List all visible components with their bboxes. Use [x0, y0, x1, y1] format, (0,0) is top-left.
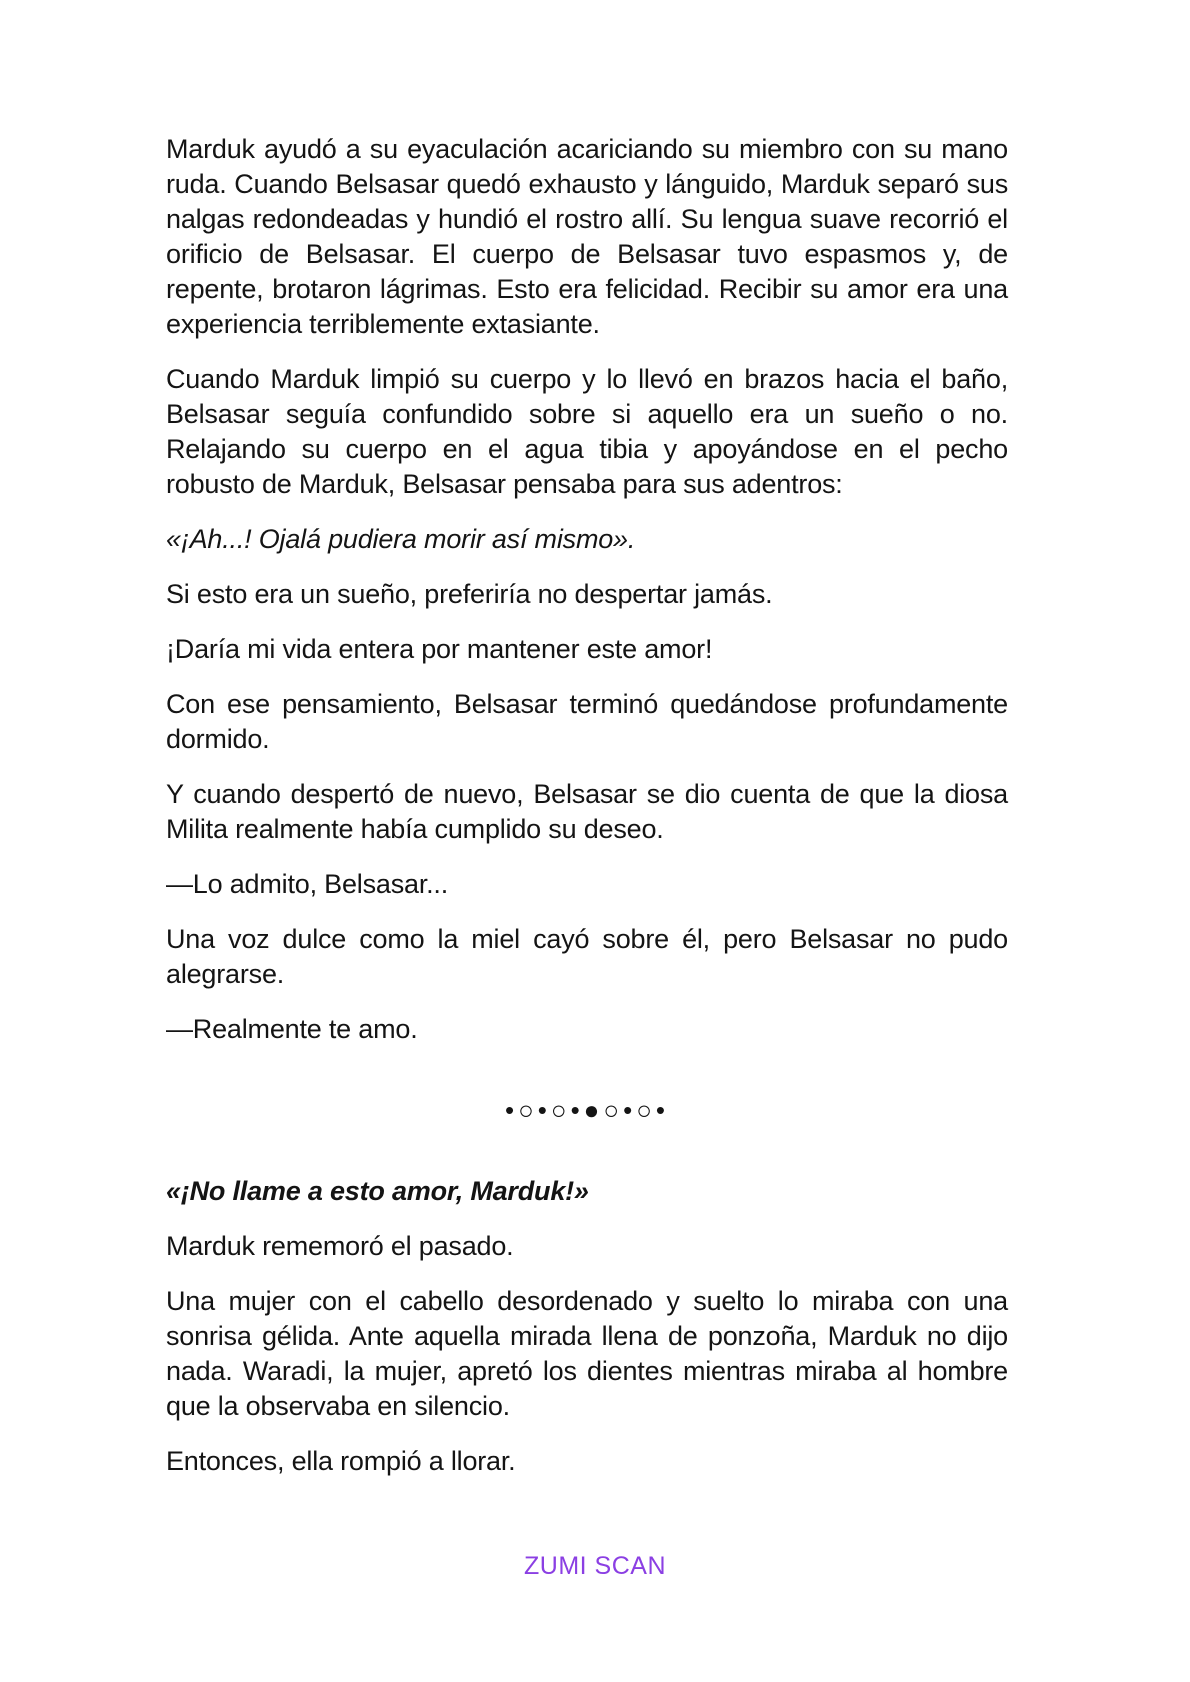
section-quote-heading: «¡No llame a esto amor, Marduk!»	[166, 1176, 589, 1206]
paragraph: —Realmente te amo.	[166, 1014, 418, 1044]
paragraph: Cuando Marduk limpió su cuerpo y lo llevó en brazos hacia el baño, Belsasar seguía confundido sobre si aquello era un sueño o no. Relajando su cuerpo en el agua tibia y apoyándose en el pecho robusto de Marduk, Belsasar pensaba para sus adentros:	[166, 364, 1008, 499]
paragraph: Una mujer con el cabello desordenado y suelto lo miraba con una sonrisa gélida. Ante aquella mirada llena de ponzoña, Marduk no dijo nada. Waradi, la mujer, apretó los dientes mientras miraba al hombre que la observaba en silencio.	[166, 1286, 1008, 1421]
paragraph: Si esto era un sueño, preferiría no despertar jamás.	[166, 579, 773, 609]
page-footer	[0, 1552, 1190, 1581]
paragraph: Marduk ayudó a su eyaculación acariciando su miembro con su mano ruda. Cuando Belsasar quedó exhausto y lánguido, Marduk separó sus nalgas redondeadas y hundió el rostro allí. Su lengua suave recorrió el orificio de Belsasar. El cuerpo de Belsasar tuvo espasmos y, de repente, brotaron lágrimas. Esto era felicidad. Recibir su amor era una experiencia terriblemente extasiante.	[166, 134, 1008, 339]
paragraph: Entonces, ella rompió a llorar.	[166, 1446, 516, 1476]
page-content	[166, 132, 1008, 1479]
paragraph: Con ese pensamiento, Belsasar terminó quedándose profundamente dormido.	[166, 689, 1008, 754]
scan-credit-label: ZUMI SCAN	[524, 1552, 666, 1580]
paragraph: —Lo admito, Belsasar...	[166, 869, 449, 899]
inner-thought-quote: «¡Ah...! Ojalá pudiera morir así mismo».	[166, 524, 636, 554]
paragraph: ¡Daría mi vida entera por mantener este amor!	[166, 634, 713, 664]
paragraph: Una voz dulce como la miel cayó sobre él, pero Belsasar no pudo alegrarse.	[166, 924, 1008, 989]
paragraph: Marduk rememoró el pasado.	[166, 1231, 514, 1261]
paragraph: Y cuando despertó de nuevo, Belsasar se dio cuenta de que la diosa Milita realmente había cumplido su deseo.	[166, 779, 1008, 844]
scene-divider: •○•○•●○•○•	[504, 1095, 670, 1125]
